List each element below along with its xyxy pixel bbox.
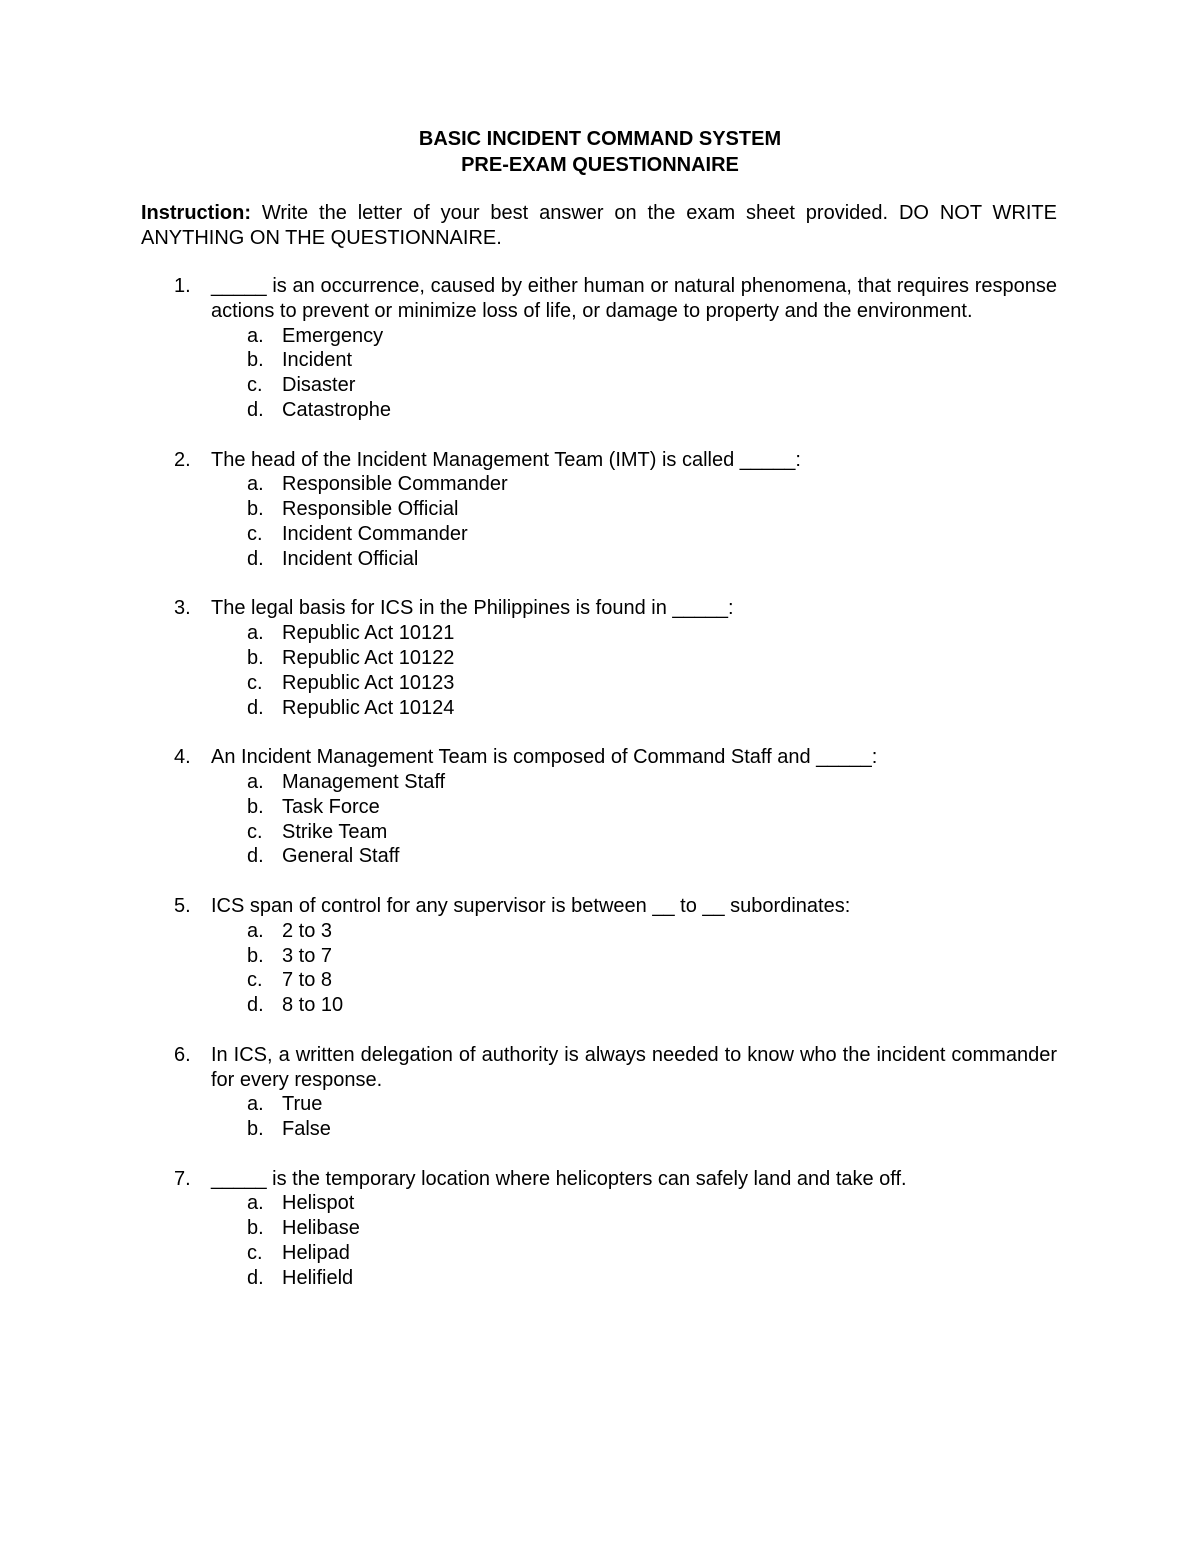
option-text: Incident Official <box>282 547 419 570</box>
answer-option <box>0 522 1200 547</box>
answer-option <box>0 820 1200 845</box>
option-letter: c. <box>247 1242 263 1265</box>
option-letter: d. <box>247 547 264 570</box>
option-letter: a. <box>247 919 264 942</box>
option-text: 8 to 10 <box>282 994 344 1017</box>
instruction-label: Instruction: <box>141 202 251 224</box>
option-letter: d. <box>247 398 264 421</box>
question-list <box>0 274 1200 1315</box>
answer-option <box>0 1191 1200 1216</box>
question-item <box>0 596 1200 720</box>
option-letter: c. <box>247 522 263 545</box>
answer-option <box>0 547 1200 572</box>
option-text: Management Staff <box>282 770 446 793</box>
option-letter: a. <box>247 770 264 793</box>
option-text: General Staff <box>282 845 400 868</box>
answer-option <box>0 844 1200 869</box>
answer-option <box>0 398 1200 423</box>
answer-option <box>0 919 1200 944</box>
question-number: 5. <box>174 894 191 917</box>
answer-option <box>0 324 1200 349</box>
answer-option <box>0 1216 1200 1241</box>
answer-option <box>0 621 1200 646</box>
question-item <box>0 274 1200 423</box>
question-item <box>0 1043 1200 1142</box>
option-text: Helifield <box>282 1266 354 1289</box>
question-text: An Incident Management Team is composed of Command Staff and _____: <box>211 746 878 769</box>
option-letter: c. <box>247 820 263 843</box>
option-text: Responsible Official <box>282 498 459 521</box>
question-number: 1. <box>174 275 191 297</box>
option-letter: a. <box>247 1093 264 1116</box>
answer-option <box>0 993 1200 1018</box>
question-item <box>0 894 1200 1018</box>
question-number: 3. <box>174 597 191 620</box>
answer-option <box>0 795 1200 820</box>
answer-options <box>0 472 1200 571</box>
option-letter: b. <box>247 349 264 372</box>
instruction-text: Write the letter of your best answer on the exam sheet provided. DO NOT WRITE ANYTHING ON THE QUESTIONNAIRE. <box>141 202 1057 249</box>
option-text: Republic Act 10122 <box>282 646 455 669</box>
answer-option <box>0 373 1200 398</box>
answer-options <box>0 1191 1200 1290</box>
title-line-1: BASIC INCIDENT COMMAND SYSTEM <box>418 128 782 150</box>
question-text: _____ is an occurrence, caused by either human or natural phenomena, that requires response actions to prevent or minimize loss of life, or damage to property and the environment. <box>211 275 1057 322</box>
option-text: True <box>282 1093 323 1116</box>
answer-options <box>0 324 1200 423</box>
question-text: The legal basis for ICS in the Philippines is found in _____: <box>211 597 734 620</box>
question-number: 6. <box>174 1043 191 1066</box>
option-text: Strike Team <box>282 820 388 843</box>
answer-option <box>0 968 1200 993</box>
question-item <box>0 745 1200 869</box>
answer-option <box>0 671 1200 696</box>
title-line-2: PRE-EXAM QUESTIONNAIRE <box>461 154 739 176</box>
option-text: Helispot <box>282 1192 355 1215</box>
option-text: Helipad <box>282 1242 350 1265</box>
answer-option <box>0 1117 1200 1142</box>
option-letter: b. <box>247 1217 264 1240</box>
option-letter: c. <box>247 671 263 694</box>
option-text: Republic Act 10124 <box>282 696 455 719</box>
option-letter: c. <box>247 374 263 397</box>
option-text: Task Force <box>282 795 380 818</box>
answer-option <box>0 348 1200 373</box>
question-text: In ICS, a written delegation of authority is always needed to know who the incident commander for every response. <box>211 1043 1057 1091</box>
option-text: Disaster <box>282 374 356 397</box>
option-letter: a. <box>247 473 264 496</box>
option-letter: d. <box>247 845 264 868</box>
option-text: Helibase <box>282 1217 360 1240</box>
option-letter: b. <box>247 646 264 669</box>
option-letter: a. <box>247 324 264 347</box>
option-text: Republic Act 10121 <box>282 622 455 645</box>
option-text: Republic Act 10123 <box>282 671 455 694</box>
question-text: The head of the Incident Management Team (IMT) is called _____: <box>211 448 801 471</box>
option-text: 2 to 3 <box>282 919 333 942</box>
answer-option <box>0 944 1200 969</box>
question-text: ICS span of control for any supervisor is between __ to __ subordinates: <box>211 894 851 917</box>
option-text: Incident Commander <box>282 522 468 545</box>
option-text: Catastrophe <box>282 398 391 421</box>
option-letter: c. <box>247 969 263 992</box>
question-item <box>0 1167 1200 1291</box>
answer-option <box>0 497 1200 522</box>
option-letter: d. <box>247 994 264 1017</box>
answer-option <box>0 1092 1200 1117</box>
option-letter: b. <box>247 944 264 967</box>
answer-options <box>0 621 1200 720</box>
answer-option <box>0 1241 1200 1266</box>
option-text: 7 to 8 <box>282 969 333 992</box>
option-letter: d. <box>247 1266 264 1289</box>
option-letter: b. <box>247 498 264 521</box>
option-text: Incident <box>282 349 353 372</box>
option-letter: a. <box>247 1192 264 1215</box>
answer-options <box>0 1092 1200 1142</box>
answer-option <box>0 770 1200 795</box>
question-text: _____ is the temporary location where helicopters can safely land and take off. <box>211 1167 907 1190</box>
answer-options <box>0 919 1200 1018</box>
question-number: 7. <box>174 1167 191 1190</box>
option-letter: a. <box>247 622 264 645</box>
option-text: 3 to 7 <box>282 944 333 967</box>
option-text: Emergency <box>282 324 384 347</box>
option-text: False <box>282 1118 331 1141</box>
document-title <box>0 126 1200 178</box>
question-item <box>0 448 1200 572</box>
option-text: Responsible Commander <box>282 473 508 496</box>
answer-options <box>0 770 1200 869</box>
option-letter: b. <box>247 1118 264 1141</box>
instruction-paragraph <box>141 201 1057 251</box>
question-number: 4. <box>174 746 191 769</box>
answer-option <box>0 472 1200 497</box>
option-letter: d. <box>247 696 264 719</box>
answer-option <box>0 1266 1200 1291</box>
answer-option <box>0 646 1200 671</box>
option-letter: b. <box>247 795 264 818</box>
question-number: 2. <box>174 448 191 471</box>
answer-option <box>0 696 1200 721</box>
